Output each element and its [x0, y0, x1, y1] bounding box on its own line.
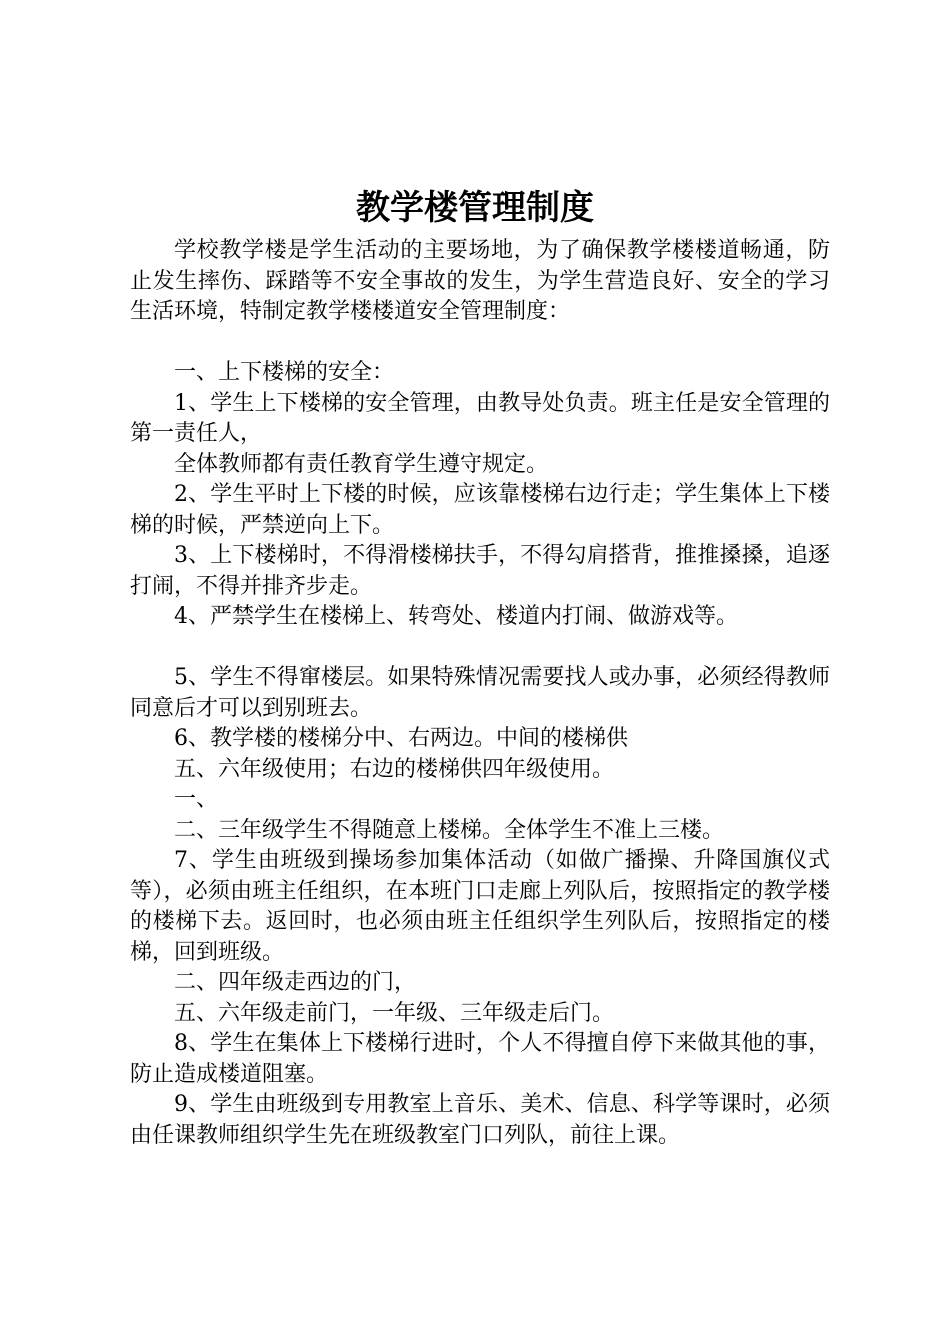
rule-paragraph: 2、学生平时上下楼的时候，应该靠楼梯右边行走；学生集体上下楼梯的时候，严禁逆向上下。 [130, 482, 830, 538]
paragraph-spacer [130, 328, 830, 359]
paragraph-spacer [130, 633, 830, 664]
rule-paragraph: 5、学生不得窜楼层。如果特殊情况需要找人或办事，必须经得教师同意后才可以到别班去。 [130, 665, 830, 721]
rule-paragraph: 9、学生由班级到专用教室上音乐、美术、信息、科学等课时，必须由任课教师组织学生先在班级教室门口列队，前往上课。 [130, 1092, 830, 1148]
intro-paragraph: 学校教学楼是学生活动的主要场地，为了确保教学楼楼道畅通，防止发生摔伤、踩踏等不安全事故的发生，为学生营造良好、安全的学习生活环境，特制定教学楼楼道安全管理制度： [130, 238, 830, 324]
document-title: 教学楼管理制度 [356, 188, 594, 228]
rule-paragraph: 一、 [174, 787, 219, 812]
rule-paragraph: 3、上下楼梯时，不得滑楼梯扶手，不得勾肩搭背，推推搡搡，追逐打闹，不得并排齐步走。 [130, 543, 830, 599]
rule-paragraph: 4、严禁学生在楼梯上、转弯处、楼道内打闹、做游戏等。 [174, 604, 738, 629]
rule-paragraph: 五、六年级走前门，一年级、三年级走后门。 [174, 1000, 615, 1026]
section-heading: 一、上下楼梯的安全： [174, 360, 395, 385]
rule-paragraph: 6、教学楼的楼梯分中、右两边。中间的楼梯供 [174, 726, 628, 751]
rule-paragraph: 二、三年级学生不得随意上楼梯。全体学生不准上三楼。 [174, 817, 725, 843]
document-body [130, 236, 830, 1151]
rule-paragraph: 全体教师都有责任教育学生遵守规定。 [174, 451, 549, 477]
rule-paragraph: 8、学生在集体上下楼梯行进时，个人不得擅自停下来做其他的事，防止造成楼道阻塞。 [130, 1031, 830, 1087]
rule-paragraph: 7、学生由班级到操场参加集体活动（如做广播操、升降国旗仪式等），必须由班主任组织，在本班门口走廊上列队后，按照指定的教学楼的楼梯下去。返回时，也必须由班主任组织学生列队后，按照指定的楼梯，回到班级。 [130, 848, 830, 965]
rule-paragraph: 五、六年级使用；右边的楼梯供四年级使用。 [174, 756, 615, 782]
rule-paragraph: 二、四年级走西边的门， [174, 970, 417, 995]
rule-paragraph: 1、学生上下楼梯的安全管理，由教导处负责。班主任是安全管理的第一责任人， [130, 390, 830, 446]
